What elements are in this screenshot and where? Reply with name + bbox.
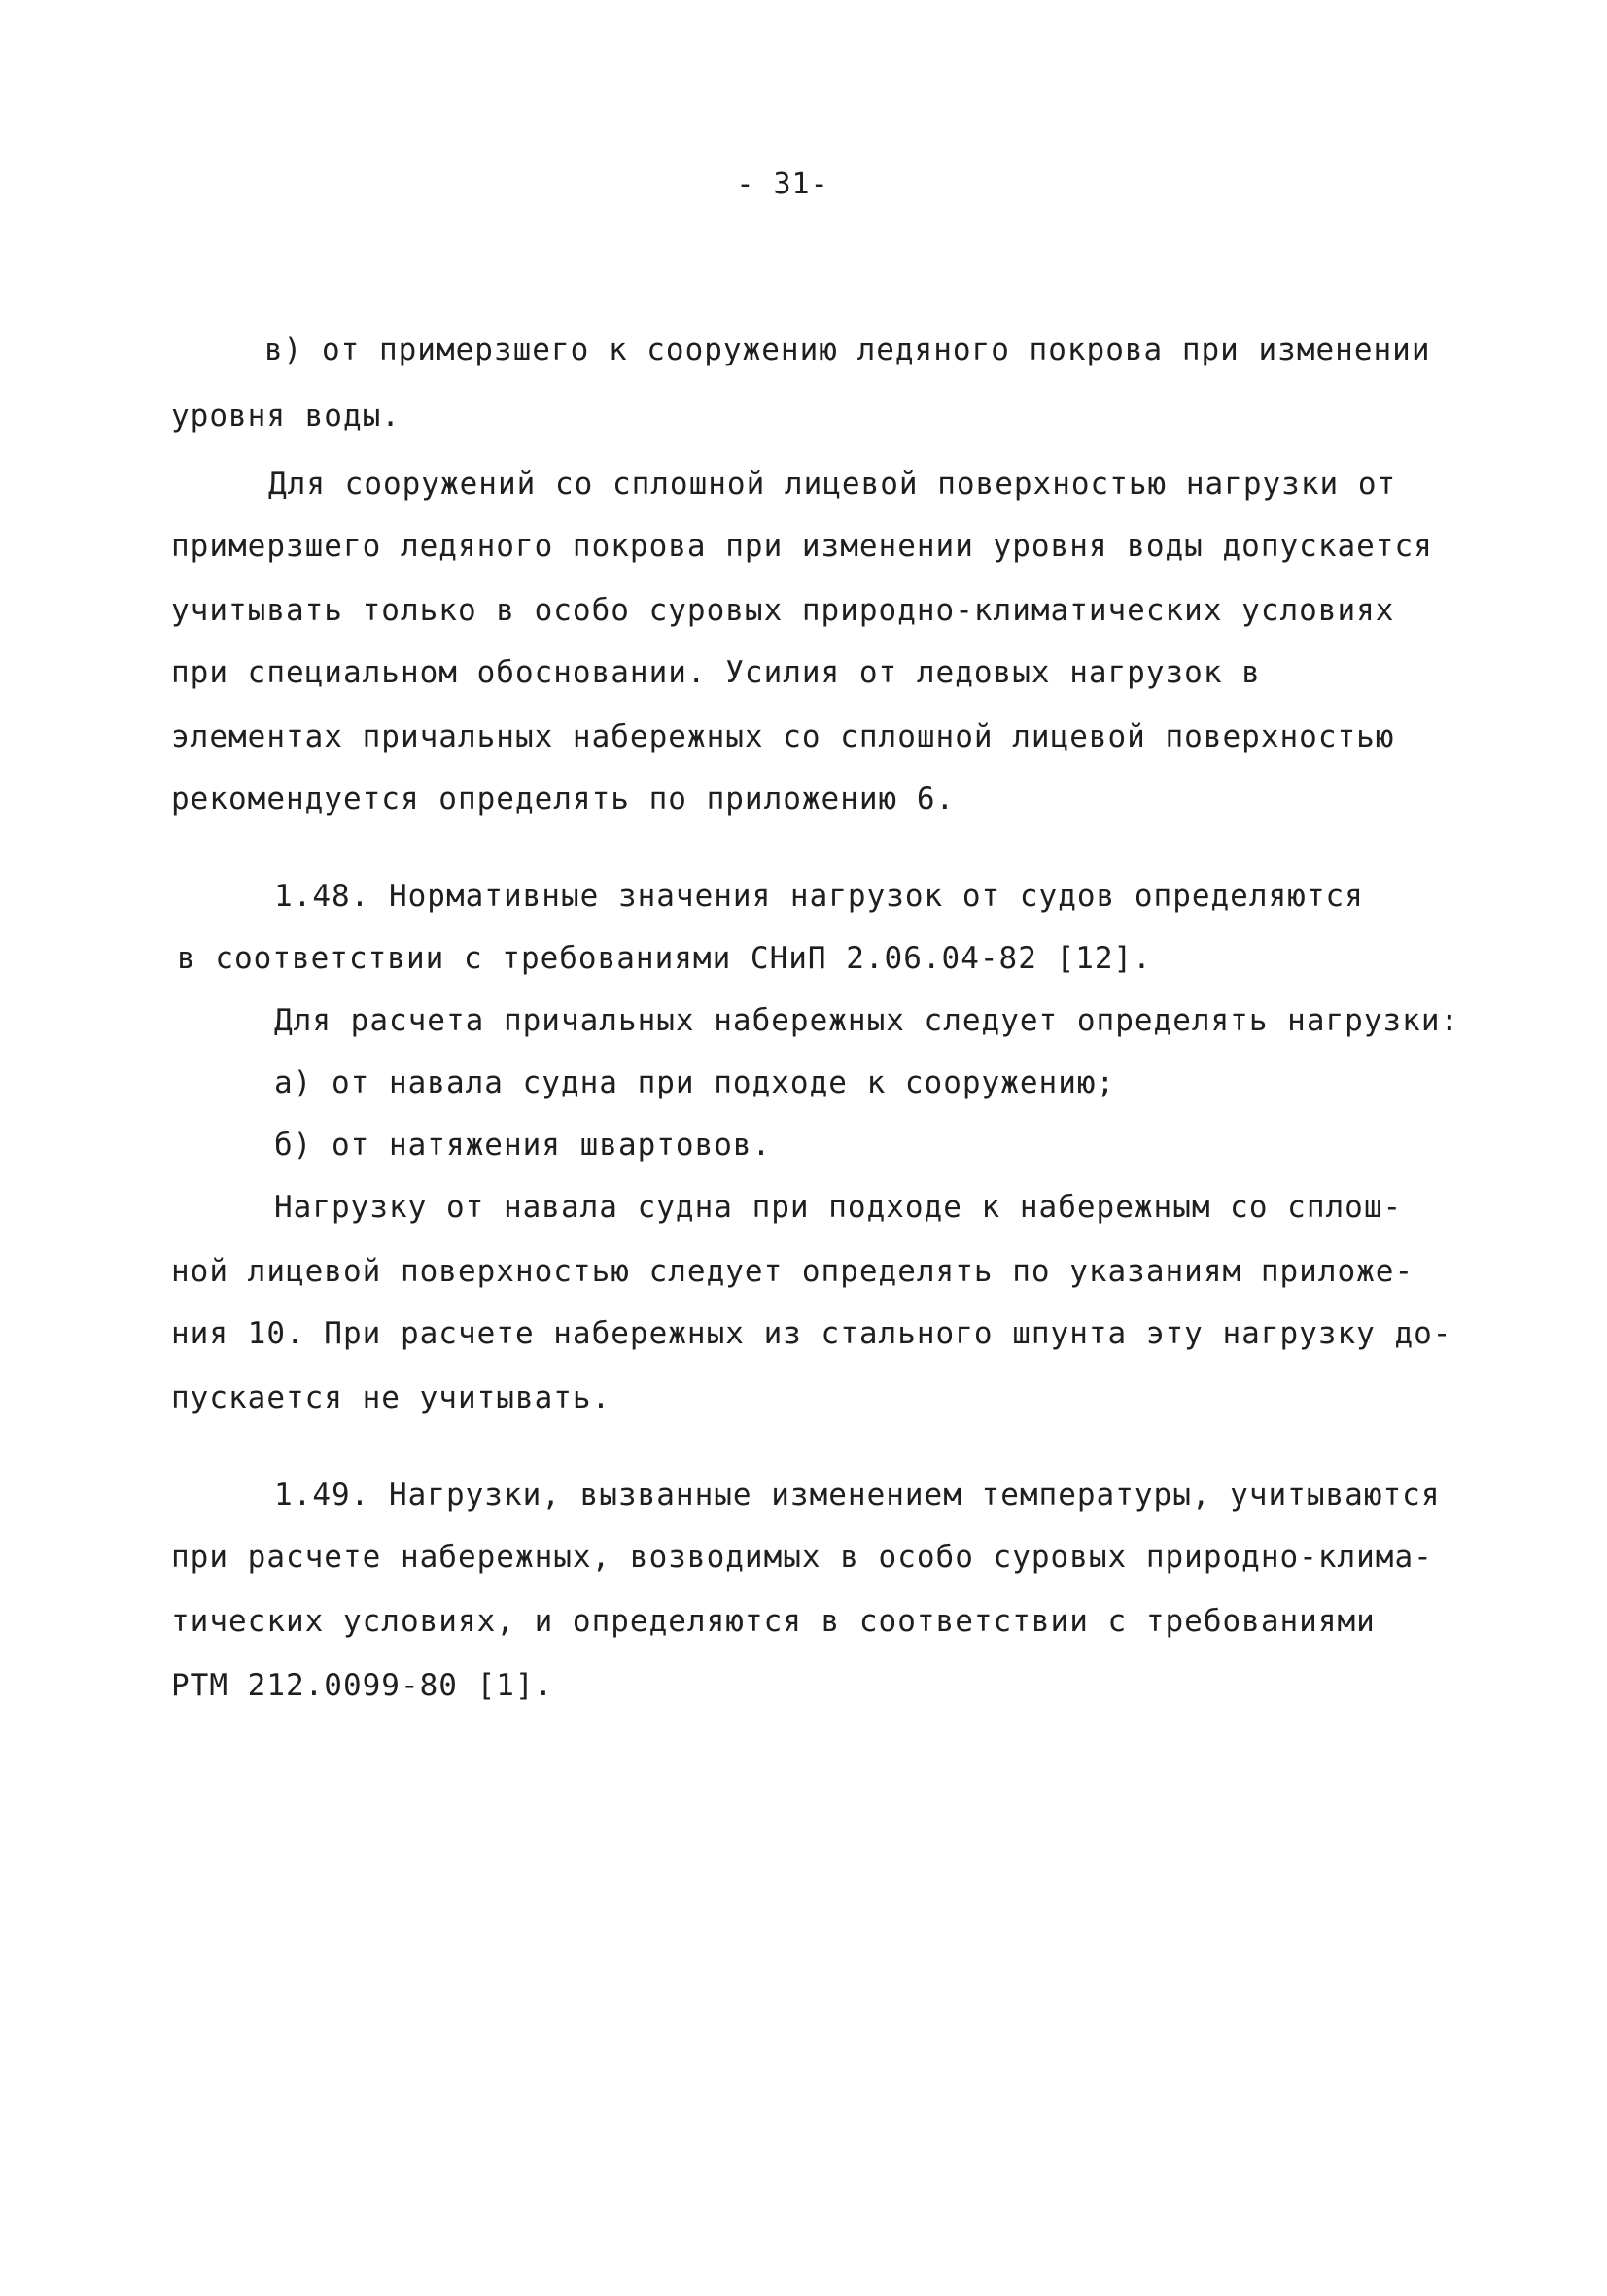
- paragraph-line: пускается не учитывать.: [171, 1380, 611, 1415]
- paragraph-line: учитывать только в особо суровых природно-климатических условиях: [171, 593, 1395, 628]
- paragraph-line: уровня воды.: [171, 399, 401, 434]
- paragraph-line: примерзшего ледяного покрова при изменении уровня воды допускается: [171, 529, 1433, 564]
- paragraph-line: Нагрузку от навала судна при подходе к набережным со сплош-: [274, 1190, 1403, 1225]
- paragraph-line: тических условиях, и определяются в соответствии с требованиями: [171, 1604, 1376, 1639]
- paragraph-line: при расчете набережных, возводимых в особо суровых природно-клима-: [171, 1540, 1433, 1575]
- paragraph-line: элементах причальных набережных со сплошной лицевой поверхностью: [171, 719, 1395, 754]
- paragraph-line: Для сооружений со сплошной лицевой поверхностью нагрузки от: [268, 467, 1397, 502]
- paragraph-line: 1.49. Нагрузки, вызванные изменением температуры, учитываются: [274, 1478, 1441, 1513]
- paragraph-line: ной лицевой поверхностью следует определять по указаниям приложе-: [171, 1254, 1415, 1289]
- paragraph-line: в соответствии с требованиями СНиП 2.06.04-82 [12].: [177, 941, 1152, 976]
- paragraph-line: рекомендуется определять по приложению 6.: [171, 782, 956, 817]
- paragraph-line: Для расчета причальных набережных следует определять нагрузки:: [274, 1003, 1460, 1038]
- paragraph-line: при специальном обосновании. Усилия от ледовых нагрузок в: [171, 655, 1261, 690]
- paragraph-line: РТМ 212.0099-80 [1].: [171, 1668, 554, 1703]
- paragraph-line: 1.48. Нормативные значения нагрузок от судов определяются: [274, 879, 1364, 914]
- paragraph-line: а) от навала судна при подходе к сооружению;: [274, 1065, 1116, 1100]
- paragraph-line: ния 10. При расчете набережных из стального шпунта эту нагрузку до-: [171, 1316, 1452, 1351]
- paragraph-line: б) от натяжения швартовов.: [274, 1128, 772, 1163]
- paragraph-line: в) от примерзшего к сооружению ледяного покрова при изменении: [264, 332, 1431, 367]
- page-number: - 31-: [736, 167, 829, 201]
